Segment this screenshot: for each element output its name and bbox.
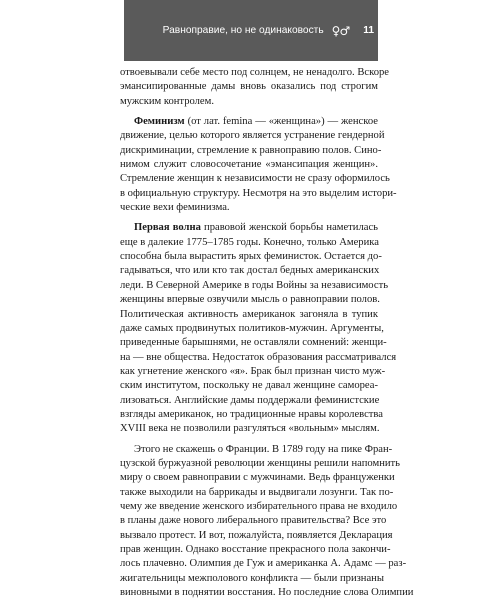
text-line: женщины впервые озвучили мысль о равноправии полов. (120, 294, 380, 306)
text-line: эмансипированные дамы вновь оказались под строгим (120, 81, 378, 93)
text-line: ческие вехи феминизма. (120, 202, 230, 214)
text-line: виновными в поднятии восстания. Но последние слова Олимпии (120, 587, 414, 599)
text-line: даже самых продвинутых политиков-мужчин. Аргументы, (120, 322, 384, 334)
text-line: взгляды американок, но традиционные нравы королевства (120, 408, 383, 420)
text-line: лось плачевно. Олимпия де Гуж и американка А. Адамс — раз- (120, 558, 407, 570)
text-line: в планы даже нового либерального правительства? Все это (120, 515, 387, 527)
text-line (120, 115, 378, 129)
text-line: движение, целью которого является устранение гендерной (120, 130, 385, 142)
term-first-wave: Первая волна (134, 222, 201, 234)
text-line: жигательницы межполового конфликта — были признаны (120, 572, 384, 584)
text-line: XVIII века не позволили разгуляться «вольным» мыслям. (120, 423, 380, 435)
text-line: миру о своем равноправии с мужчинами. Ведь француженки (120, 472, 395, 484)
text-line: Стремление женщин к независимости не сразу оформилось (120, 173, 390, 185)
paragraph (120, 221, 397, 436)
text-line: вызвало протест. И вот, пожалуйста, появляется Декларация (120, 529, 393, 541)
text-run: правовой женской борьбы наметилась (200, 222, 378, 234)
text-line: леди. В Северной Америке в годы Войны за независимость (120, 279, 389, 291)
text-line: ским институтом, поскольку не давал женщине самореа- (120, 380, 378, 392)
paragraph (120, 443, 414, 600)
text-line: также выходили на баррикады и выдвигали лозунги. Так по- (120, 486, 394, 498)
term-feminism: Феминизм (134, 116, 185, 128)
text-line: Этого не скажешь о Франции. В 1789 году на пике Фран- (134, 443, 393, 455)
chapter-title: Равноправие, но не одинаковость (162, 25, 324, 36)
text-line: Политическая активность американок загоняла в тупик (120, 308, 378, 320)
gender-symbols-icon: ♀♂ (331, 23, 350, 38)
text-line (120, 221, 378, 235)
text-line: приведенные барышнями, не оставляли сомнений: женщи- (120, 337, 387, 349)
text-line: в официальную структуру. Несмотря на это выделим истори- (120, 187, 397, 199)
text-line: способна была вырастить ярых феминисток. Остается до- (120, 251, 382, 263)
text-line: отвоевывали себе место под солнцем, не ненадолго. Вскоре (120, 67, 389, 78)
text-line: на — вне общества. Недостаток образования рассматривался (120, 351, 397, 363)
page-number: 11 (363, 25, 374, 36)
running-header (124, 0, 378, 61)
text-line: лизоваться. Английские дамы поддержали феминистские (120, 394, 380, 406)
text-line: как угнетение женского «я». Брак был признан чисто муж- (120, 365, 386, 377)
paragraph (120, 115, 397, 215)
text-line: чему же введение женского избирательного права не входило (120, 500, 398, 512)
text-line: мужским контролем. (120, 95, 214, 107)
text-line: еще в далекие 1775–1785 годы. Конечно, только Америка (120, 236, 379, 248)
text-line: нимом служит словосочетание «эмансипация женщин». (120, 159, 378, 171)
paragraph (120, 66, 389, 109)
body-text (120, 66, 414, 600)
text-line: цузской буржуазной революции женщины решили напомнить (120, 457, 400, 469)
text-line: прав женщин. Однако восстание прекрасного пола закончи- (120, 544, 391, 555)
text-run: (от лат. femina — «женщина») — женское (184, 116, 378, 128)
text-line: дискриминации, стремление к равноправию полов. Сино- (120, 144, 382, 156)
text-line: гадываться, что или кто так достал бедных американских (120, 265, 380, 277)
